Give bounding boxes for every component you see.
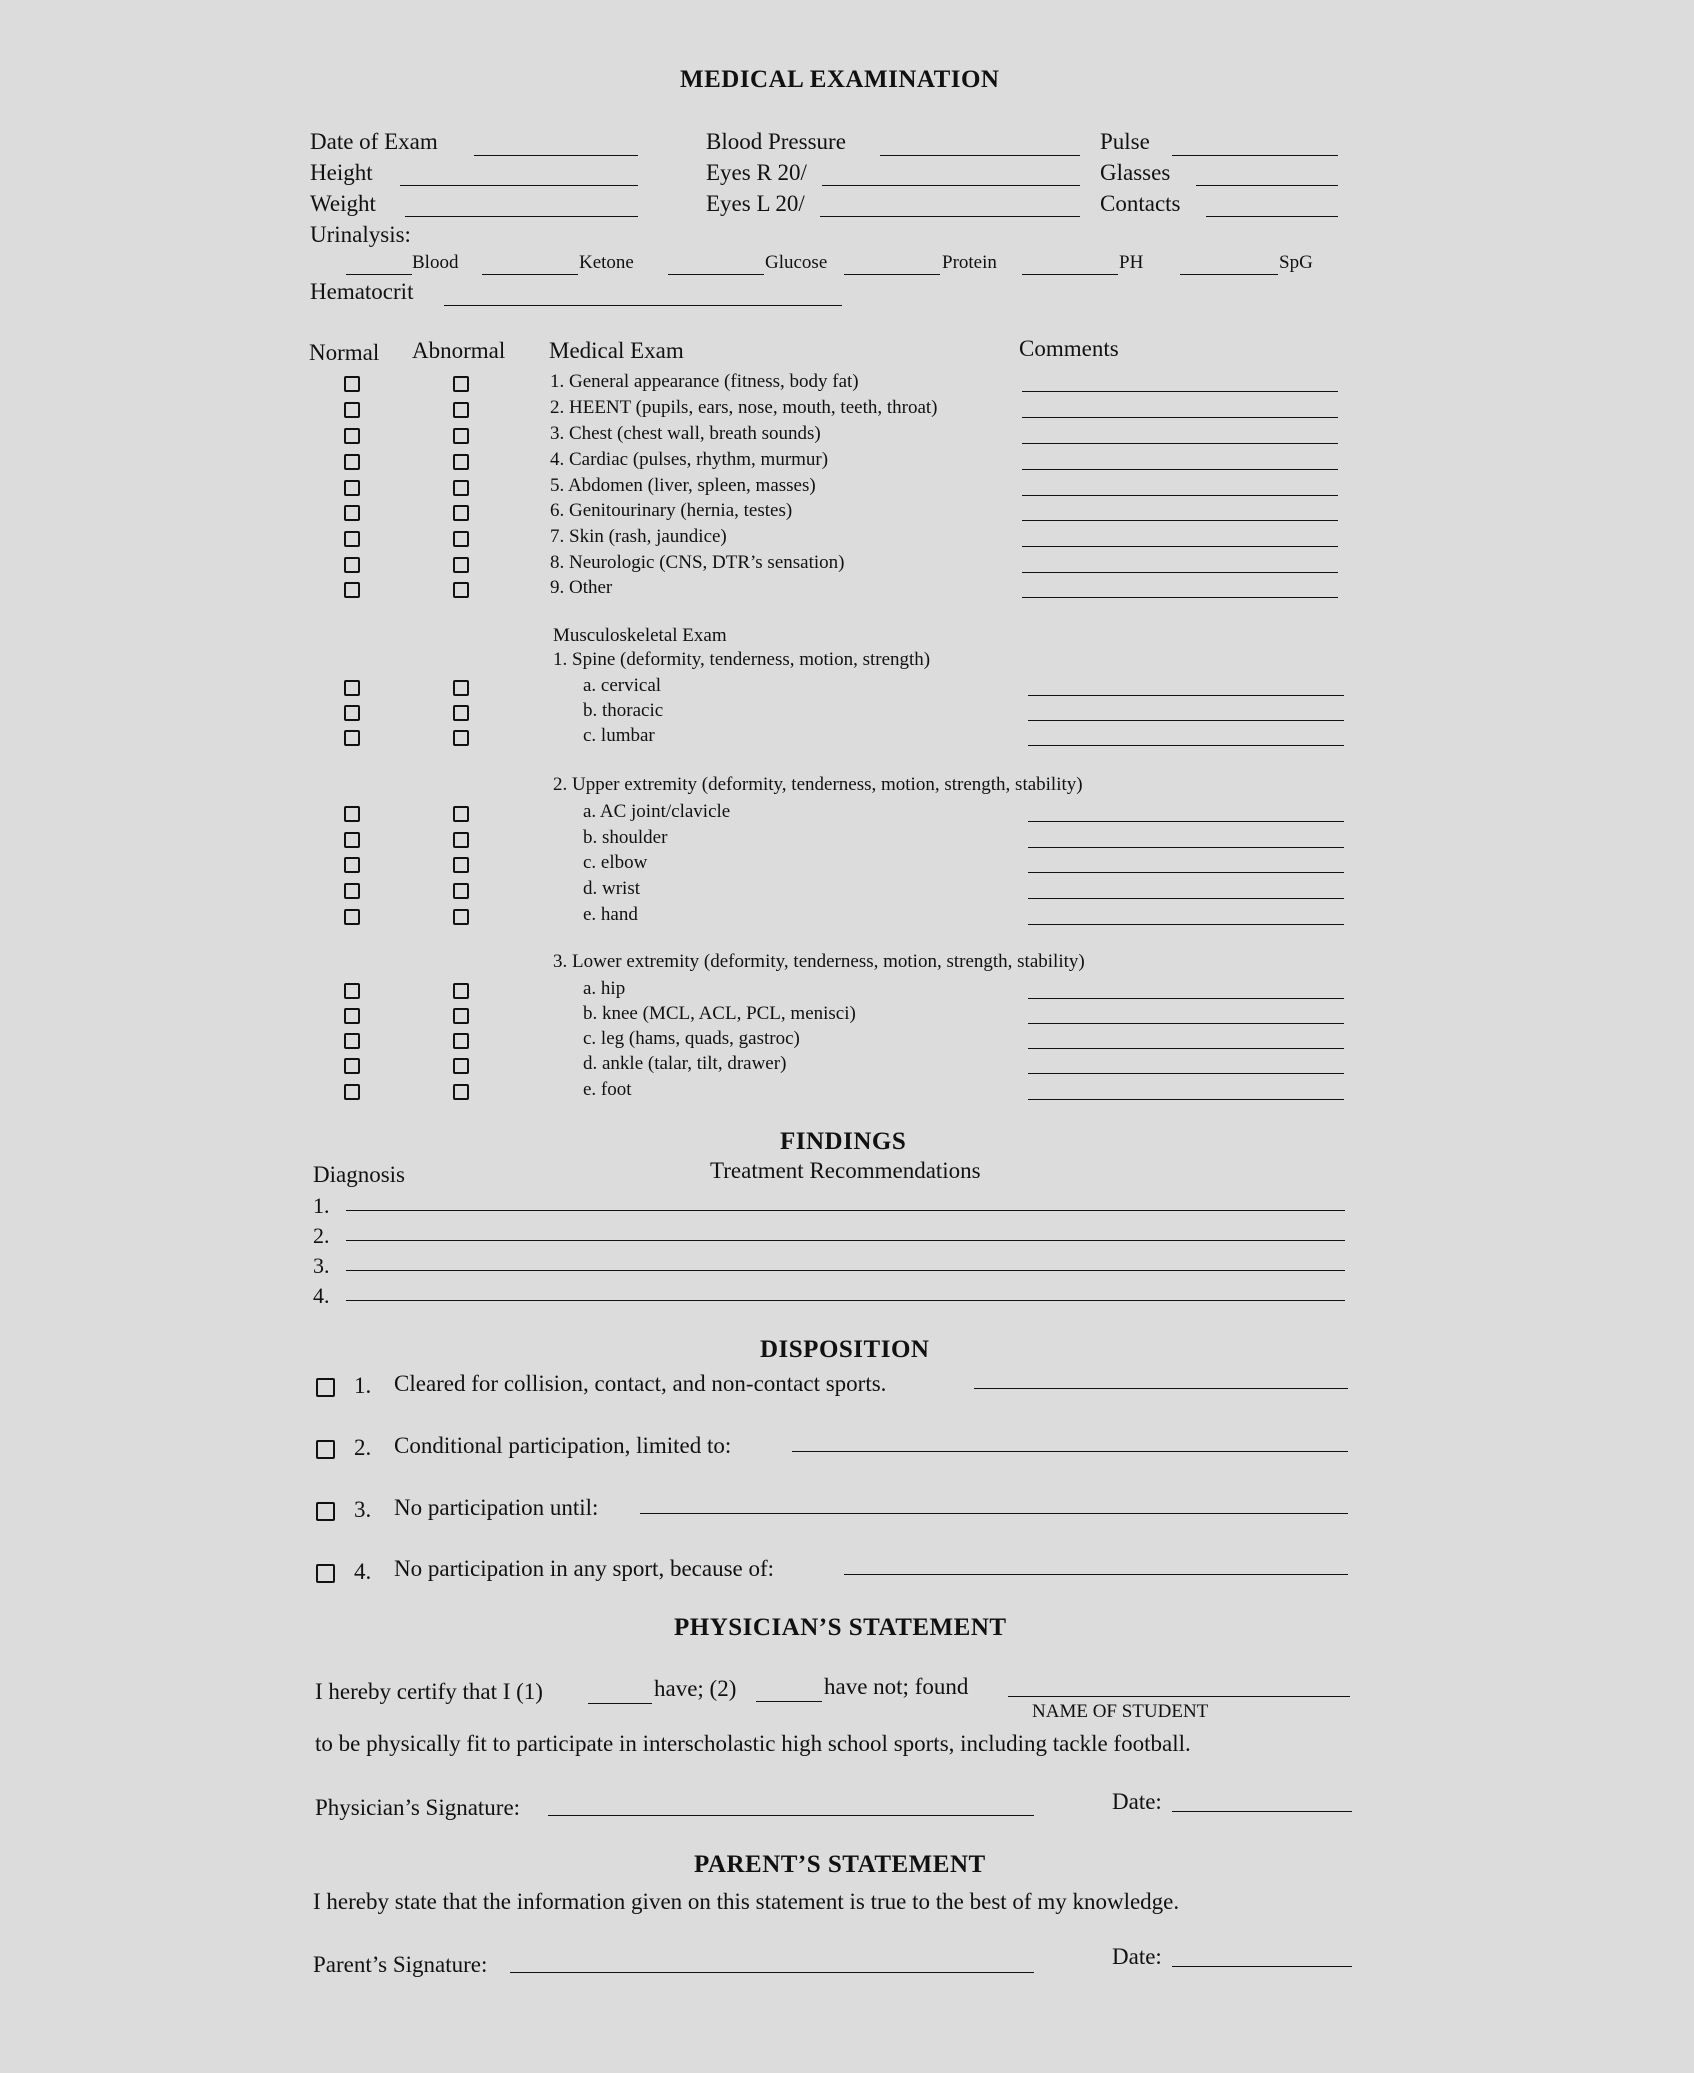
- medical-exam-item-9-label: 9. Other: [550, 577, 613, 598]
- lower-extremity-item-2-comment-line[interactable]: [1028, 1023, 1344, 1024]
- ph-field[interactable]: [1022, 274, 1118, 275]
- spine-item-2-normal-checkbox[interactable]: [344, 705, 360, 721]
- upper-extremity-item-2-normal-checkbox[interactable]: [344, 832, 360, 848]
- upper-extremity-item-2-label: b. shoulder: [583, 827, 668, 848]
- medical-exam-item-1-comment-line[interactable]: [1022, 391, 1338, 392]
- physician-signature-field[interactable]: [548, 1815, 1034, 1816]
- protein-field[interactable]: [844, 274, 940, 275]
- upper-extremity-item-4-label: d. wrist: [583, 878, 640, 899]
- glucose-field[interactable]: [668, 274, 764, 275]
- blood-pressure-field[interactable]: [880, 155, 1080, 156]
- disposition-line-2[interactable]: [792, 1451, 1348, 1452]
- physician-date-field[interactable]: [1172, 1811, 1352, 1812]
- diagnosis-label: Diagnosis: [313, 1162, 405, 1187]
- medical-exam-item-4-abnormal-checkbox[interactable]: [453, 454, 469, 470]
- date-of-exam-label: Date of Exam: [310, 129, 438, 154]
- diagnosis-line-4[interactable]: [346, 1300, 1345, 1301]
- eyes-r-field[interactable]: [822, 185, 1080, 186]
- glasses-label: Glasses: [1100, 160, 1171, 185]
- disposition-line-3[interactable]: [640, 1513, 1348, 1514]
- upper-extremity-item-1-abnormal-checkbox[interactable]: [453, 806, 469, 822]
- medical-exam-item-1-label: 1. General appearance (fitness, body fat): [550, 371, 859, 392]
- lower-extremity-item-4-comment-line[interactable]: [1028, 1073, 1344, 1074]
- medical-exam-item-5-normal-checkbox[interactable]: [344, 480, 360, 496]
- medical-exam-item-4-normal-checkbox[interactable]: [344, 454, 360, 470]
- disposition-title: DISPOSITION: [760, 1336, 930, 1363]
- upper-extremity-item-4-normal-checkbox[interactable]: [344, 883, 360, 899]
- eyes-l-label: Eyes L 20/: [706, 191, 805, 216]
- medical-exam-item-1-normal-checkbox[interactable]: [344, 376, 360, 392]
- lower-extremity-item-4-label: d. ankle (talar, tilt, drawer): [583, 1053, 787, 1074]
- parent-signature-field[interactable]: [510, 1972, 1034, 1973]
- disposition-checkbox-1[interactable]: [316, 1378, 335, 1397]
- disposition-number-3: 3.: [354, 1497, 372, 1522]
- lower-extremity-item-4-abnormal-checkbox[interactable]: [453, 1058, 469, 1074]
- urinalysis-protein-label: Protein: [942, 252, 997, 273]
- disposition-option-3: No participation until:: [394, 1495, 599, 1520]
- upper-extremity-item-2-comment-line[interactable]: [1028, 847, 1344, 848]
- name-of-student-label: NAME OF STUDENT: [1032, 1701, 1209, 1722]
- spine-item-3-abnormal-checkbox[interactable]: [453, 730, 469, 746]
- lower-extremity-item-5-normal-checkbox[interactable]: [344, 1084, 360, 1100]
- medical-exam-item-9-normal-checkbox[interactable]: [344, 582, 360, 598]
- urinalysis-ketone-label: Ketone: [579, 252, 634, 273]
- upper-extremity-item-5-normal-checkbox[interactable]: [344, 909, 360, 925]
- spine-item-1-abnormal-checkbox[interactable]: [453, 680, 469, 696]
- spine-item-1-normal-checkbox[interactable]: [344, 680, 360, 696]
- disposition-number-1: 1.: [354, 1373, 372, 1398]
- medical-exam-item-5-comment-line[interactable]: [1022, 495, 1338, 496]
- spine-item-3-comment-line[interactable]: [1028, 745, 1344, 746]
- medical-exam-item-9-comment-line[interactable]: [1022, 597, 1338, 598]
- medical-exam-item-7-normal-checkbox[interactable]: [344, 531, 360, 547]
- lower-extremity-item-2-normal-checkbox[interactable]: [344, 1008, 360, 1024]
- upper-extremity-item-1-comment-line[interactable]: [1028, 821, 1344, 822]
- spine-item-1-comment-line[interactable]: [1028, 695, 1344, 696]
- height-label: Height: [310, 160, 373, 185]
- lower-extremity-item-3-abnormal-checkbox[interactable]: [453, 1033, 469, 1049]
- blood-pressure-label: Blood Pressure: [706, 129, 846, 154]
- medical-exam-item-8-comment-line[interactable]: [1022, 572, 1338, 573]
- upper-extremity-item-5-abnormal-checkbox[interactable]: [453, 909, 469, 925]
- spine-item-2-abnormal-checkbox[interactable]: [453, 705, 469, 721]
- abnormal-header: Abnormal: [412, 338, 506, 363]
- lower-extremity-item-5-label: e. foot: [583, 1079, 632, 1100]
- medical-exam-item-5-abnormal-checkbox[interactable]: [453, 480, 469, 496]
- disposition-number-4: 4.: [354, 1559, 372, 1584]
- medical-exam-item-7-label: 7. Skin (rash, jaundice): [550, 526, 727, 547]
- upper-extremity-item-2-abnormal-checkbox[interactable]: [453, 832, 469, 848]
- medical-exam-item-3-abnormal-checkbox[interactable]: [453, 428, 469, 444]
- medical-exam-item-7-comment-line[interactable]: [1022, 546, 1338, 547]
- normal-header: Normal: [309, 340, 380, 365]
- physician-fit-text: to be physically fit to participate in interscholastic high school sports, including tackle football.: [315, 1731, 1191, 1756]
- lower-extremity-item-1-comment-line[interactable]: [1028, 998, 1344, 999]
- disposition-checkbox-3[interactable]: [316, 1502, 335, 1521]
- spine-item-3-label: c. lumbar: [583, 725, 655, 746]
- lower-extremity-item-1-abnormal-checkbox[interactable]: [453, 983, 469, 999]
- lower-extremity-item-3-normal-checkbox[interactable]: [344, 1033, 360, 1049]
- diagnosis-line-1[interactable]: [346, 1210, 1345, 1211]
- physician-have-text: have; (2): [654, 1676, 737, 1701]
- date-of-exam-field[interactable]: [474, 155, 638, 156]
- form-title: MEDICAL EXAMINATION: [680, 66, 1000, 93]
- lower-extremity-item-5-comment-line[interactable]: [1028, 1099, 1344, 1100]
- medical-exam-item-6-normal-checkbox[interactable]: [344, 505, 360, 521]
- medical-exam-item-1-abnormal-checkbox[interactable]: [453, 376, 469, 392]
- disposition-option-1: Cleared for collision, contact, and non-contact sports.: [394, 1371, 887, 1396]
- medical-exam-item-4-comment-line[interactable]: [1022, 469, 1338, 470]
- medical-exam-item-3-label: 3. Chest (chest wall, breath sounds): [550, 423, 821, 444]
- physician-signature-label: Physician’s Signature:: [315, 1795, 521, 1820]
- hematocrit-label: Hematocrit: [310, 279, 414, 304]
- disposition-option-4: No participation in any sport, because of:: [394, 1556, 775, 1581]
- disposition-number-2: 2.: [354, 1435, 372, 1460]
- findings-title: FINDINGS: [780, 1128, 907, 1155]
- medical-exam-item-4-label: 4. Cardiac (pulses, rhythm, murmur): [550, 449, 829, 470]
- diagnosis-number-1: 1.: [313, 1193, 330, 1218]
- medical-exam-item-9-abnormal-checkbox[interactable]: [453, 582, 469, 598]
- lower-extremity-item-2-label: b. knee (MCL, ACL, PCL, menisci): [583, 1003, 856, 1024]
- diagnosis-line-3[interactable]: [346, 1270, 1345, 1271]
- height-field[interactable]: [400, 185, 638, 186]
- medical-exam-item-3-comment-line[interactable]: [1022, 443, 1338, 444]
- treatment-label: Treatment Recommendations: [710, 1158, 981, 1183]
- spine-item-1-label: a. cervical: [583, 675, 662, 696]
- comments-header: Comments: [1019, 336, 1119, 361]
- medical-exam-item-6-comment-line[interactable]: [1022, 520, 1338, 521]
- upper-extremity-heading: 2. Upper extremity (deformity, tenderness, motion, strength, stability): [553, 774, 1083, 795]
- upper-extremity-item-5-comment-line[interactable]: [1028, 924, 1344, 925]
- parent-statement-text: I hereby state that the information given on this statement is true to the best of my knowledge.: [313, 1889, 1180, 1914]
- urinalysis-spg-label: SpG: [1279, 252, 1313, 273]
- weight-label: Weight: [310, 191, 376, 216]
- medical-exam-item-6-label: 6. Genitourinary (hernia, testes): [550, 500, 793, 521]
- disposition-line-1[interactable]: [974, 1388, 1348, 1389]
- spine-item-2-comment-line[interactable]: [1028, 720, 1344, 721]
- medical-exam-header: Medical Exam: [549, 338, 684, 363]
- upper-extremity-item-3-abnormal-checkbox[interactable]: [453, 857, 469, 873]
- medical-exam-item-2-abnormal-checkbox[interactable]: [453, 402, 469, 418]
- medical-exam-item-2-comment-line[interactable]: [1022, 417, 1338, 418]
- disposition-checkbox-2[interactable]: [316, 1440, 335, 1459]
- contacts-label: Contacts: [1100, 191, 1181, 216]
- ketone-field[interactable]: [482, 274, 578, 275]
- diagnosis-number-4: 4.: [313, 1283, 330, 1308]
- upper-extremity-item-1-normal-checkbox[interactable]: [344, 806, 360, 822]
- physician-statement-title: PHYSICIAN’S STATEMENT: [674, 1614, 1007, 1641]
- physician-have-field[interactable]: [588, 1703, 652, 1704]
- blood-field[interactable]: [346, 274, 412, 275]
- lower-extremity-item-4-normal-checkbox[interactable]: [344, 1058, 360, 1074]
- musculoskeletal-title: Musculoskeletal Exam: [553, 625, 727, 646]
- upper-extremity-item-3-normal-checkbox[interactable]: [344, 857, 360, 873]
- physician-certify-text: I hereby certify that I (1): [315, 1679, 543, 1704]
- upper-extremity-item-3-label: c. elbow: [583, 852, 648, 873]
- lower-extremity-item-1-label: a. hip: [583, 978, 626, 999]
- parent-date-field[interactable]: [1172, 1966, 1352, 1967]
- pulse-field[interactable]: [1172, 155, 1338, 156]
- urinalysis-ph-label: PH: [1119, 252, 1144, 273]
- urinalysis-label: Urinalysis:: [310, 222, 411, 247]
- upper-extremity-item-3-comment-line[interactable]: [1028, 872, 1344, 873]
- parent-signature-label: Parent’s Signature:: [313, 1952, 488, 1977]
- medical-exam-item-8-label: 8. Neurologic (CNS, DTR’s sensation): [550, 552, 845, 573]
- medical-exam-item-3-normal-checkbox[interactable]: [344, 428, 360, 444]
- lower-extremity-item-3-label: c. leg (hams, quads, gastroc): [583, 1028, 800, 1049]
- diagnosis-number-2: 2.: [313, 1223, 330, 1248]
- contacts-field[interactable]: [1206, 216, 1338, 217]
- weight-field[interactable]: [405, 216, 638, 217]
- medical-exam-item-2-label: 2. HEENT (pupils, ears, nose, mouth, teeth, throat): [550, 397, 938, 418]
- student-name-field[interactable]: [1008, 1696, 1350, 1697]
- physician-date-label: Date:: [1112, 1789, 1162, 1814]
- urinalysis-glucose-label: Glucose: [765, 252, 828, 273]
- medical-exam-item-8-normal-checkbox[interactable]: [344, 557, 360, 573]
- spine-item-3-normal-checkbox[interactable]: [344, 730, 360, 746]
- spine-item-2-label: b. thoracic: [583, 700, 664, 721]
- eyes-r-label: Eyes R 20/: [706, 160, 807, 185]
- disposition-checkbox-4[interactable]: [316, 1564, 335, 1583]
- spine-heading: 1. Spine (deformity, tenderness, motion, strength): [553, 649, 931, 670]
- eyes-l-field[interactable]: [820, 216, 1080, 217]
- upper-extremity-item-4-comment-line[interactable]: [1028, 898, 1344, 899]
- medical-exam-item-5-label: 5. Abdomen (liver, spleen, masses): [550, 475, 816, 496]
- upper-extremity-item-5-label: e. hand: [583, 904, 638, 925]
- urinalysis-blood-label: Blood: [412, 252, 459, 273]
- diagnosis-line-2[interactable]: [346, 1240, 1345, 1241]
- pulse-label: Pulse: [1100, 129, 1150, 154]
- lower-extremity-item-3-comment-line[interactable]: [1028, 1048, 1344, 1049]
- hematocrit-field[interactable]: [444, 305, 842, 306]
- parent-date-label: Date:: [1112, 1944, 1162, 1969]
- spg-field[interactable]: [1180, 274, 1278, 275]
- medical-exam-item-7-abnormal-checkbox[interactable]: [453, 531, 469, 547]
- disposition-option-2: Conditional participation, limited to:: [394, 1433, 732, 1458]
- lower-extremity-heading: 3. Lower extremity (deformity, tenderness, motion, strength, stability): [553, 951, 1085, 972]
- diagnosis-number-3: 3.: [313, 1253, 330, 1278]
- parent-statement-title: PARENT’S STATEMENT: [694, 1851, 986, 1878]
- upper-extremity-item-4-abnormal-checkbox[interactable]: [453, 883, 469, 899]
- medical-exam-item-8-abnormal-checkbox[interactable]: [453, 557, 469, 573]
- medical-exam-item-6-abnormal-checkbox[interactable]: [453, 505, 469, 521]
- lower-extremity-item-5-abnormal-checkbox[interactable]: [453, 1084, 469, 1100]
- medical-exam-item-2-normal-checkbox[interactable]: [344, 402, 360, 418]
- physician-have-not-text: have not; found: [824, 1674, 969, 1699]
- glasses-field[interactable]: [1196, 185, 1338, 186]
- upper-extremity-item-1-label: a. AC joint/clavicle: [583, 801, 731, 822]
- lower-extremity-item-1-normal-checkbox[interactable]: [344, 983, 360, 999]
- physician-have-not-field[interactable]: [756, 1701, 822, 1702]
- lower-extremity-item-2-abnormal-checkbox[interactable]: [453, 1008, 469, 1024]
- disposition-line-4[interactable]: [844, 1574, 1348, 1575]
